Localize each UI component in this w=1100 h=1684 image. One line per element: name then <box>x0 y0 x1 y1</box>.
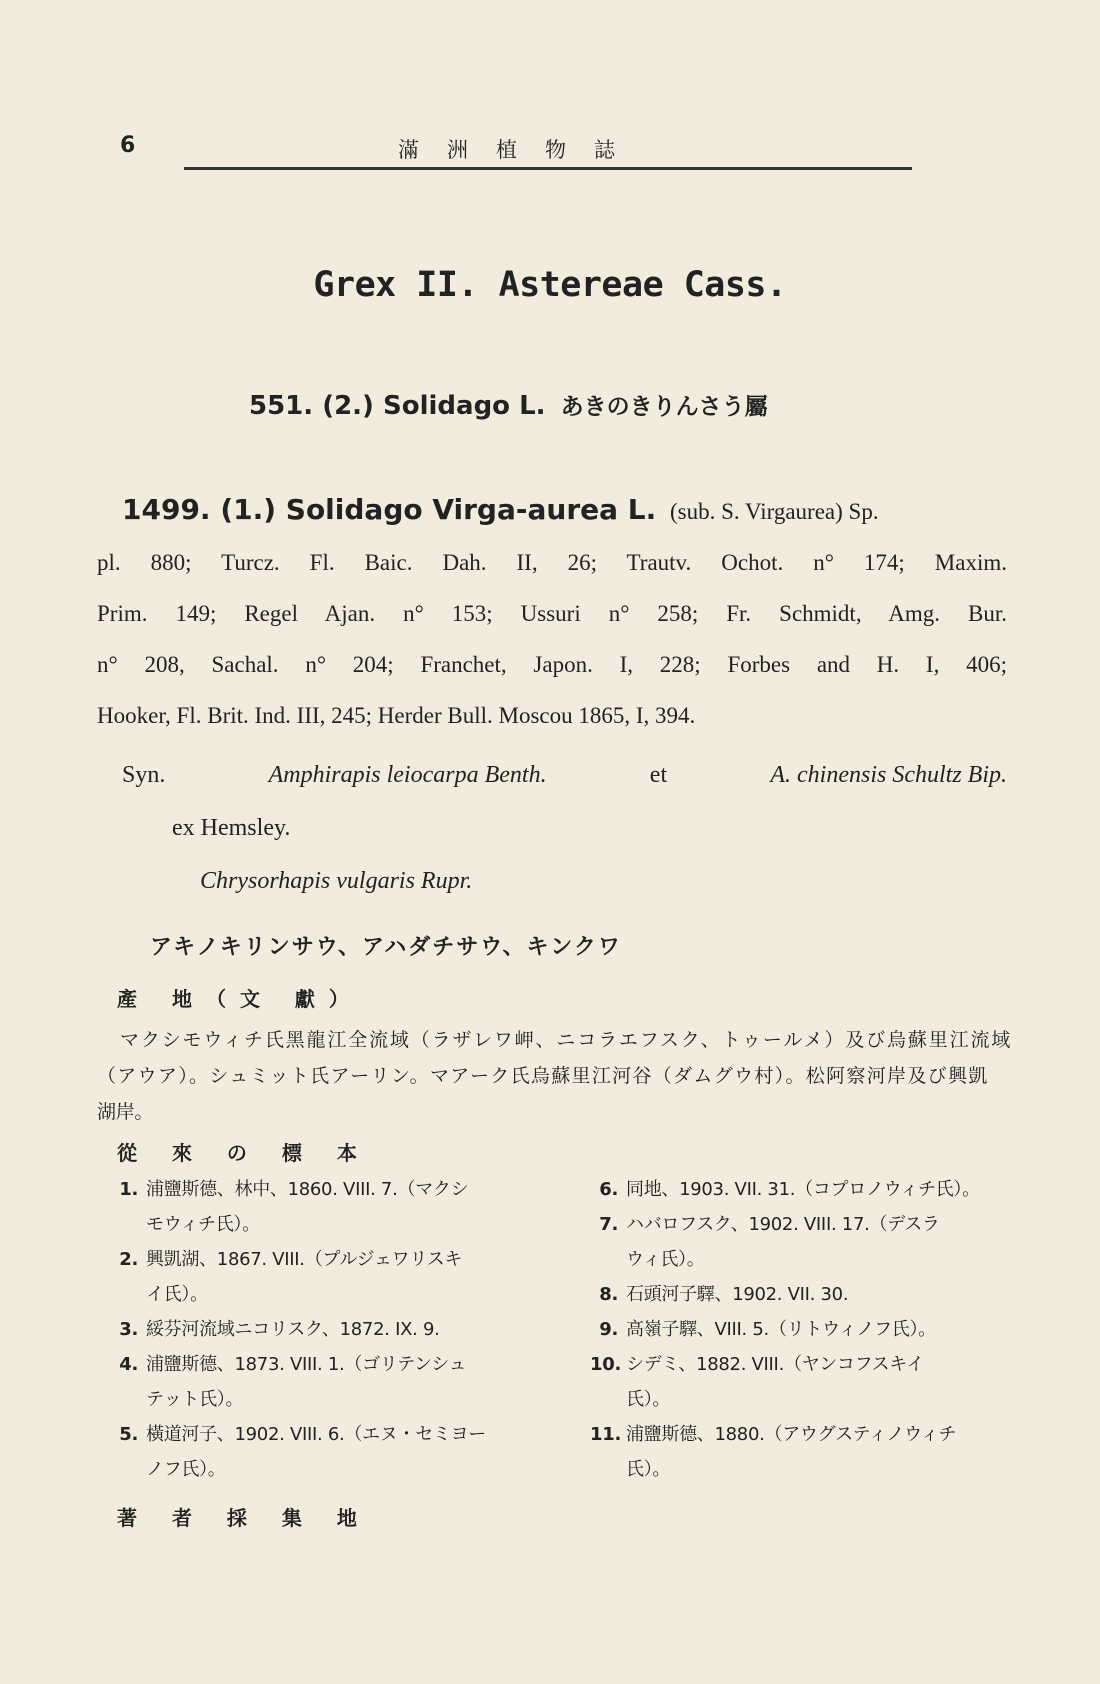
synonym-et: et <box>649 762 668 788</box>
specimen-entry <box>590 1210 1010 1245</box>
specimen-entry <box>110 1315 530 1350</box>
specimen-number: 10. <box>590 1354 621 1375</box>
specimen-entry <box>110 1420 530 1455</box>
specimen-text: 浦鹽斯德、林中、1860. VIII. 7.（マクシ <box>146 1179 469 1200</box>
synonym-ex: ex Hemsley. <box>172 815 291 841</box>
header-rule <box>184 167 912 170</box>
specimens-left-column <box>110 1175 530 1490</box>
specimen-continuation: 氏）。 <box>626 1459 671 1480</box>
specimen-text: 興凱湖、1867. VIII.（プルジェワリスキ <box>146 1249 463 1270</box>
specimen-text: ハバロフスク、1902. VIII. 17.（デスラ <box>626 1214 940 1235</box>
specimen-number: 9. <box>599 1319 618 1340</box>
species-citation: (sub. S. Virgaurea) Sp. <box>669 499 879 524</box>
synonym-name: A. chinensis Schultz Bip. <box>770 762 1007 788</box>
specimen-text: 高嶺子驛、VIII. 5.（リトウィノフ氏）。 <box>626 1319 936 1340</box>
species-number: 1499. (1.) <box>122 493 277 526</box>
specimen-number: 7. <box>599 1214 618 1235</box>
specimen-entry <box>110 1175 530 1210</box>
specimen-number: 3. <box>119 1319 138 1340</box>
reference-line: n° 208, Sachal. n° 204; Franchet, Japon. I, 228; Forbes and H. I, 406; <box>97 652 1007 677</box>
running-title: 滿洲植物誌 <box>398 138 643 162</box>
syn-label: Syn. <box>122 762 166 788</box>
specimen-number: 2. <box>119 1249 138 1270</box>
specimen-number: 8. <box>599 1284 618 1305</box>
reference-line: pl. 880; Turcz. Fl. Baic. Dah. II, 26; Trautv. Ochot. n° 174; Maxim. <box>97 550 1007 575</box>
specimen-entry <box>590 1420 1010 1455</box>
specimen-entry <box>110 1350 530 1385</box>
specimen-continuation: モウィチ氏）。 <box>146 1214 260 1235</box>
specimen-text: 橫道河子、1902. VIII. 6.（エヌ・セミヨー <box>146 1424 487 1445</box>
reference-line: Prim. 149; Regel Ajan. n° 153; Ussuri n° 258; Fr. Schmidt, Amg. Bur. <box>97 601 1007 626</box>
specimen-continuation: テット氏）。 <box>146 1389 244 1410</box>
reference-line: Hooker, Fl. Brit. Ind. III, 245; Herder Bull. Moscou 1865, I, 394. <box>97 703 696 728</box>
specimen-number: 4. <box>119 1354 138 1375</box>
specimen-continuation: 氏）。 <box>626 1389 671 1410</box>
genus-japanese-name: あきのきりんさう屬 <box>560 394 768 420</box>
specimen-number: 5. <box>119 1424 138 1445</box>
specimen-text: 浦鹽斯德、1873. VIII. 1.（ゴリテンシュ <box>146 1354 467 1375</box>
japanese-common-names: アキノキリンサウ、アハダチサウ、キンクワ <box>150 935 622 960</box>
specimens-heading: 從 來 の 標 本 <box>117 1141 371 1165</box>
specimen-text: 石頭河子驛、1902. VII. 30. <box>626 1284 849 1305</box>
specimen-entry <box>590 1280 1010 1315</box>
specimen-text: 浦鹽斯德、1880.（アウグスティノウィチ <box>626 1424 957 1445</box>
species-name: Solidago Virga-aurea L. <box>285 493 657 526</box>
specimen-continuation: ノフ氏）。 <box>146 1459 226 1480</box>
specimens-right-column <box>590 1175 1010 1490</box>
locality-line: 湖岸。 <box>97 1101 154 1123</box>
specimen-entry <box>590 1315 1010 1350</box>
genus-number: 551. (2.) <box>249 391 374 421</box>
specimen-text: シデミ、1882. VIII.（ヤンコフスキイ <box>626 1354 924 1375</box>
synonym-line-2 <box>200 868 472 895</box>
synonym-line-1 <box>122 762 1007 789</box>
grex-title: Grex II. Astereae Cass. <box>313 265 787 305</box>
specimen-text: 同地、1903. VII. 31.（コプロノウィチ氏）。 <box>626 1179 980 1200</box>
species-heading <box>122 493 879 526</box>
specimen-entry <box>590 1350 1010 1385</box>
specimen-entry <box>590 1175 1010 1210</box>
specimen-continuation: イ氏）。 <box>146 1284 208 1305</box>
page-number: 6 <box>120 133 136 158</box>
genus-name: Solidago L. <box>383 391 546 421</box>
specimen-entry <box>110 1245 530 1280</box>
specimen-number: 1. <box>119 1179 138 1200</box>
locality-line: マクシモウィチ氏黑龍江全流域（ラザレワ岬、ニコラエフスク、トゥールメ）及び烏蘇里江流域 <box>120 1029 1010 1051</box>
specimen-text: 綏芬河流域ニコリスク、1872. IX. 9. <box>146 1319 440 1340</box>
author-collection-heading: 著 者 採 集 地 <box>117 1506 371 1530</box>
synonym-name: Chrysorhapis vulgaris Rupr. <box>200 868 473 894</box>
genus-heading <box>249 388 768 421</box>
synonym-name: Amphirapis leiocarpa Benth. <box>268 762 547 788</box>
specimen-number: 6. <box>599 1179 618 1200</box>
locality-line: （アウア）。シュミット氏アーリン。マアーク氏烏蘇里江河谷（ダムグウ村）。松阿察河岸及び興凱 <box>97 1065 987 1087</box>
specimen-number: 11. <box>590 1424 621 1445</box>
locality-heading: 產 地（文 獻） <box>117 987 363 1011</box>
specimen-continuation: ウィ氏）。 <box>626 1249 705 1270</box>
